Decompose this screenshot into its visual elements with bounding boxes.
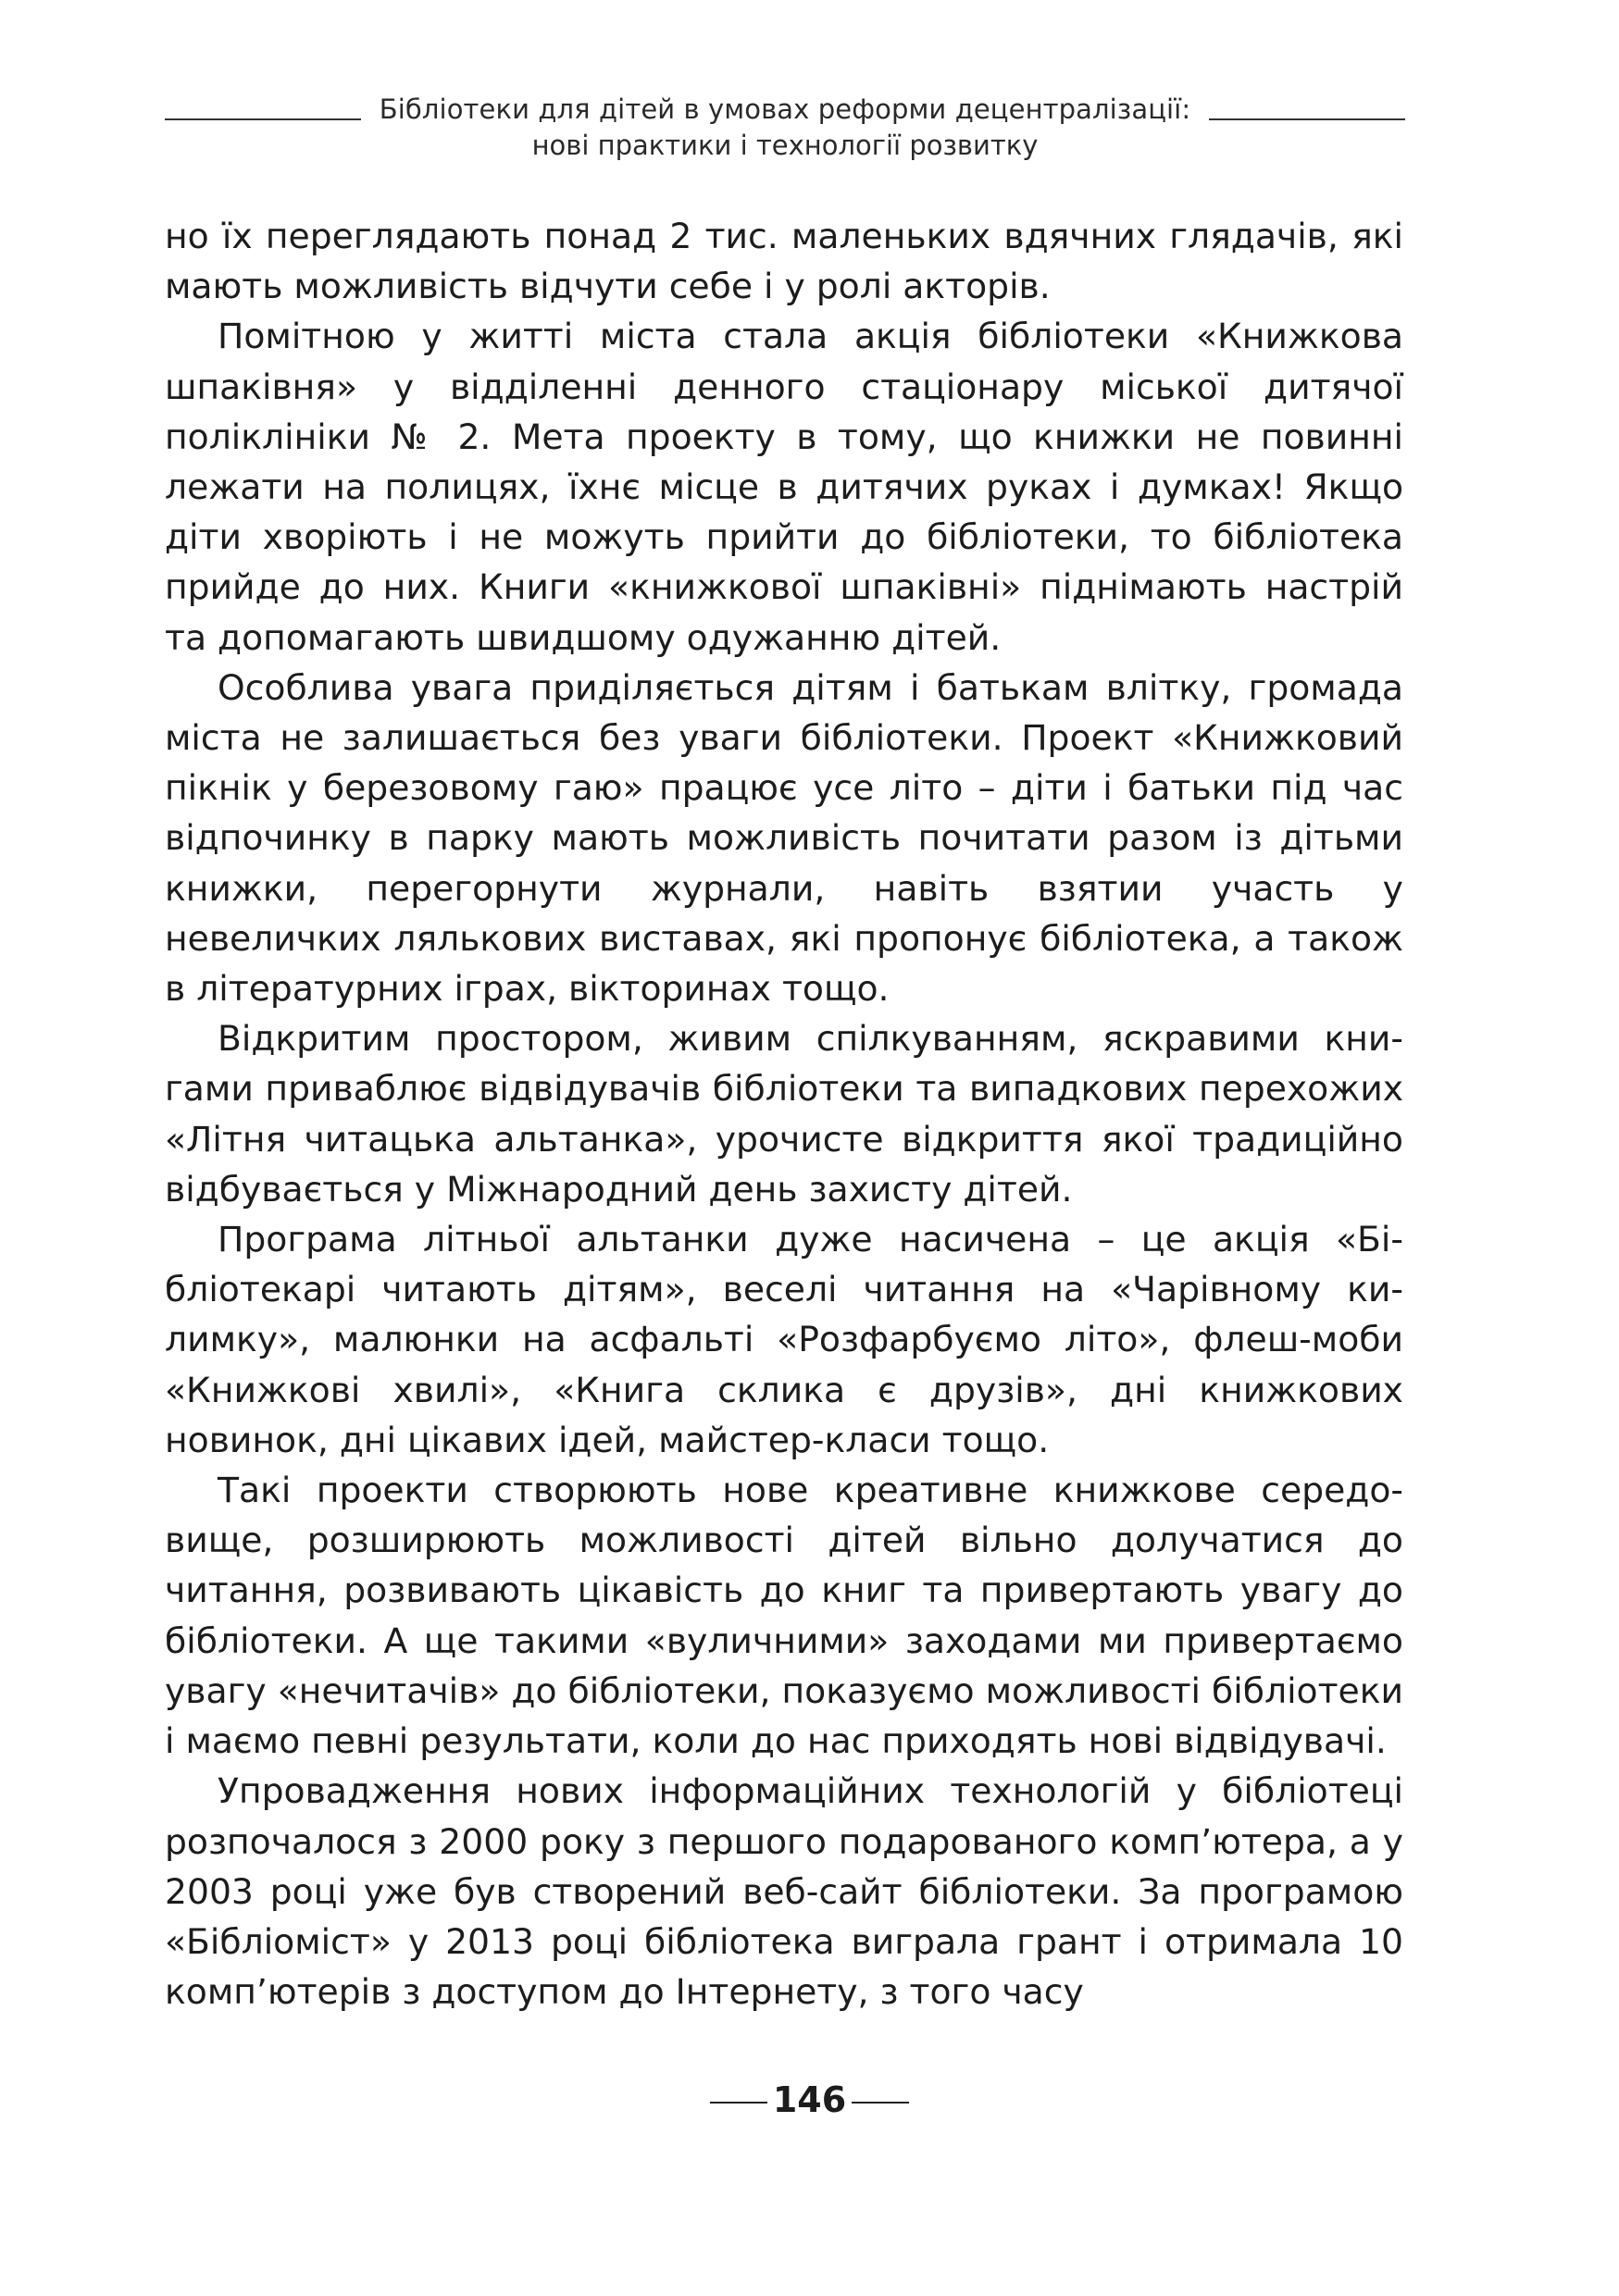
folio-dash-right — [852, 2102, 909, 2104]
paragraph: Програма літньої альтанки дуже насичена – це акція «Бібліотекарі читають дітям», веселі читання на «Чарівному килимку», малюнки на асфальті «Розфарбуємо літо», флеш-моби «Книжкові хвилі», «Книга склика є друзів», дні книжкових новинок, дні цікавих ідей, майстер-класи тощо. — [165, 1219, 1403, 1460]
page-number-footer — [0, 2077, 1619, 2123]
running-header-title: Бібліотеки для дітей в умовах реформи децентралізації: — [379, 93, 1191, 125]
paragraph: Особлива увага приділяється дітям і батькам влітку, громада міста не залишається без уваги бібліотеки. Проект «Книжковий пікнік у березовому гаю» працює усе літо – діти і батьки під час відпочинку в парку мають можливість почитати разом із дітьми книжки, перегорнути журнали, навіть взятии участь у невеличких лялькових виставах, які пропонує бібліотека, а також в літературних іграх, вікторинах тощо. — [165, 666, 1403, 1010]
running-header-subtitle: нові практики і технології розвитку — [531, 130, 1039, 161]
paragraph: Помітною у житті міста стала акція бібліотеки «Книжкова шпаківня» у відділенні денного стаціонару міської дитячої поліклініки № 2. Мета проекту в тому, що книжки не повинні лежати на полицях, їхнє місце в дитячих руках і думках! Якщо діти хворіють і не можуть прийти до бібліотеки, то бібліотека прийде до них. Книги «книжкової шпаківні» піднімають настрій та допомагають швидшому одужанню дітей. — [165, 316, 1403, 658]
running-header — [165, 89, 1405, 172]
page-number: 146 — [772, 2079, 847, 2120]
header-rule-right — [1209, 118, 1405, 120]
paragraph: Такі проекти створюють нове креативне книжкове середовище, розширюють можливості дітей вільно долучатися до читання, розвивають цікавість до книг та привертають увагу до бібліотеки. А ще такими «вуличними» заходами ми привертаємо увагу «нечитачів» до бібліотеки, показуємо можливості бібліотеки і маємо певні результати, коли до нас приходять нові відвідувачі. — [165, 1470, 1403, 1762]
body-text — [165, 211, 1403, 2017]
paragraph: Упровадження нових інформаційних технологій у бібліотеці розпочалося з 2000 року з першого подарованого комп’ютера, а у 2003 році уже був створений веб-сайт бібліотеки. За програмою «Бібліоміст» у 2013 році бібліотека виграла грант і отримала 10 комп’ютерів з доступом до Інтернету, з того часу — [165, 1770, 1403, 2013]
paragraph-continued: но їх переглядають понад 2 тис. маленьких вдячних глядачів, які мають можливість відчути себе і у ролі акторів. — [165, 216, 1403, 307]
header-rule-left — [165, 118, 361, 120]
folio-dash-left — [710, 2102, 767, 2104]
paragraph: Відкритим простором, живим спілкуванням, яскравими книгами приваблює відвідувачів бібліотеки та випадкових перехожих «Літня читацька альтанка», урочисте відкриття якої традиційно відбувається у Міжнародний день захисту дітей. — [165, 1018, 1403, 1210]
running-header-line-1 — [165, 89, 1405, 130]
